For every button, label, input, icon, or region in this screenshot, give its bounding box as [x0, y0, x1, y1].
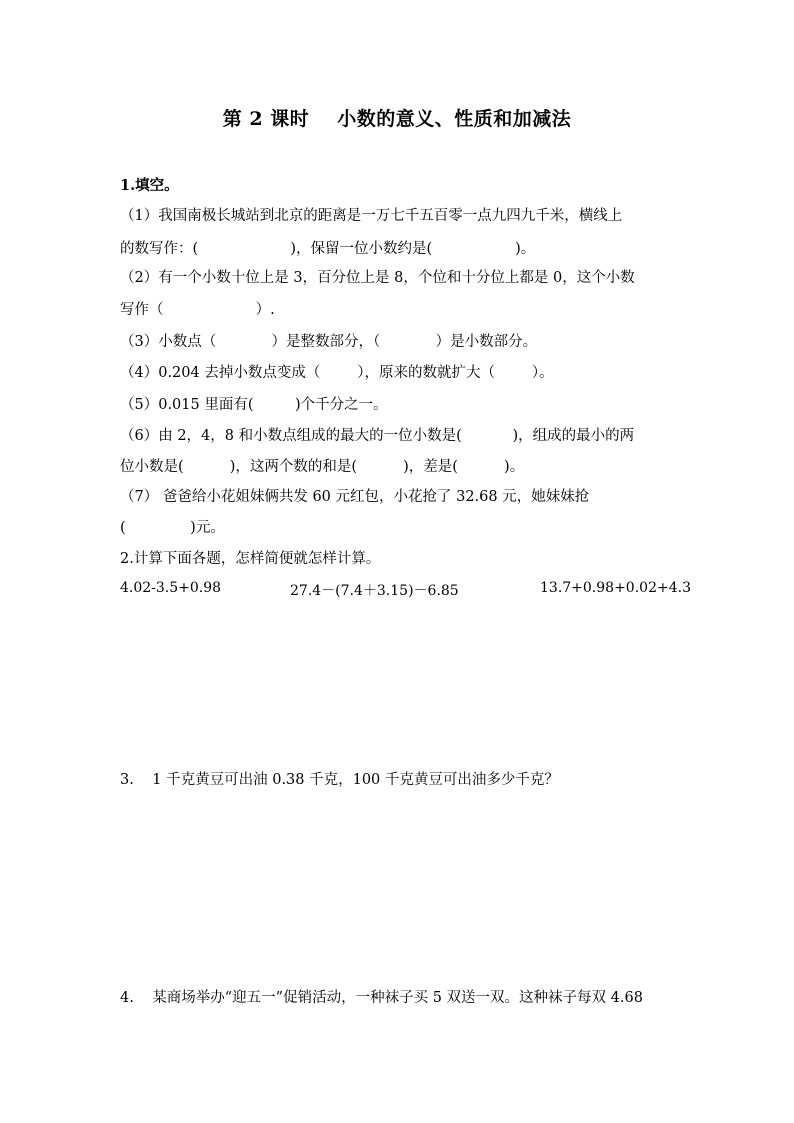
question-5: （5）0.015 里面有( )个千分之一。	[120, 397, 388, 413]
page-title	[0, 104, 794, 131]
calc-expression-3: 13.7+0.98+0.02+4.3	[540, 580, 691, 596]
question-7-line-1: （7） 爸爸给小花姐妹俩共发 60 元红包，小花抢了 32.68 元，她妹妹抢	[120, 489, 590, 505]
lesson-number: 第 2 课时	[222, 108, 310, 130]
calc-expression-2: 27.4－(7.4＋3.15)－6.85	[290, 583, 459, 599]
question-1-line-2: 的数写作：( )，保留一位小数约是( )。	[120, 241, 536, 257]
lesson-topic: 小数的意义、性质和加减法	[337, 108, 572, 130]
question-4: （4）0.204 去掉小数点变成（ ），原来的数就扩大（ ）。	[120, 365, 554, 381]
question-2-line-2: 写作（ ）.	[120, 302, 275, 318]
question-6-line-1: （6）由 2，4，8 和小数点组成的最大的一位小数是( )，组成的最小的两	[120, 428, 635, 444]
section4-problem: 4. 某商场举办“迎五一”促销活动，一种袜子买 5 双送一双。这种袜子每双 4.68	[120, 990, 643, 1006]
question-3: （3）小数点（ ）是整数部分，（ ）是小数部分。	[120, 334, 538, 350]
question-2-line-1: （2）有一个小数十位上是 3，百分位上是 8，个位和十分位上都是 0，这个小数	[120, 270, 635, 286]
section3-problem: 3. 1 千克黄豆可出油 0.38 千克，100 千克黄豆可出油多少千克？	[120, 772, 559, 788]
calc-expression-1: 4.02-3.5+0.98	[120, 580, 222, 596]
question-1-line-1: （1）我国南极长城站到北京的距离是一万七千五百零一点九四九千米，横线上	[120, 208, 623, 224]
question-6-line-2: 位小数是( )，这两个数的和是( )，差是( )。	[120, 459, 525, 475]
section1-heading: 1.填空。	[120, 177, 179, 194]
question-7-line-2: ( )元。	[120, 520, 225, 536]
section2-heading: 2.计算下面各题，怎样简便就怎样计算。	[120, 551, 381, 567]
